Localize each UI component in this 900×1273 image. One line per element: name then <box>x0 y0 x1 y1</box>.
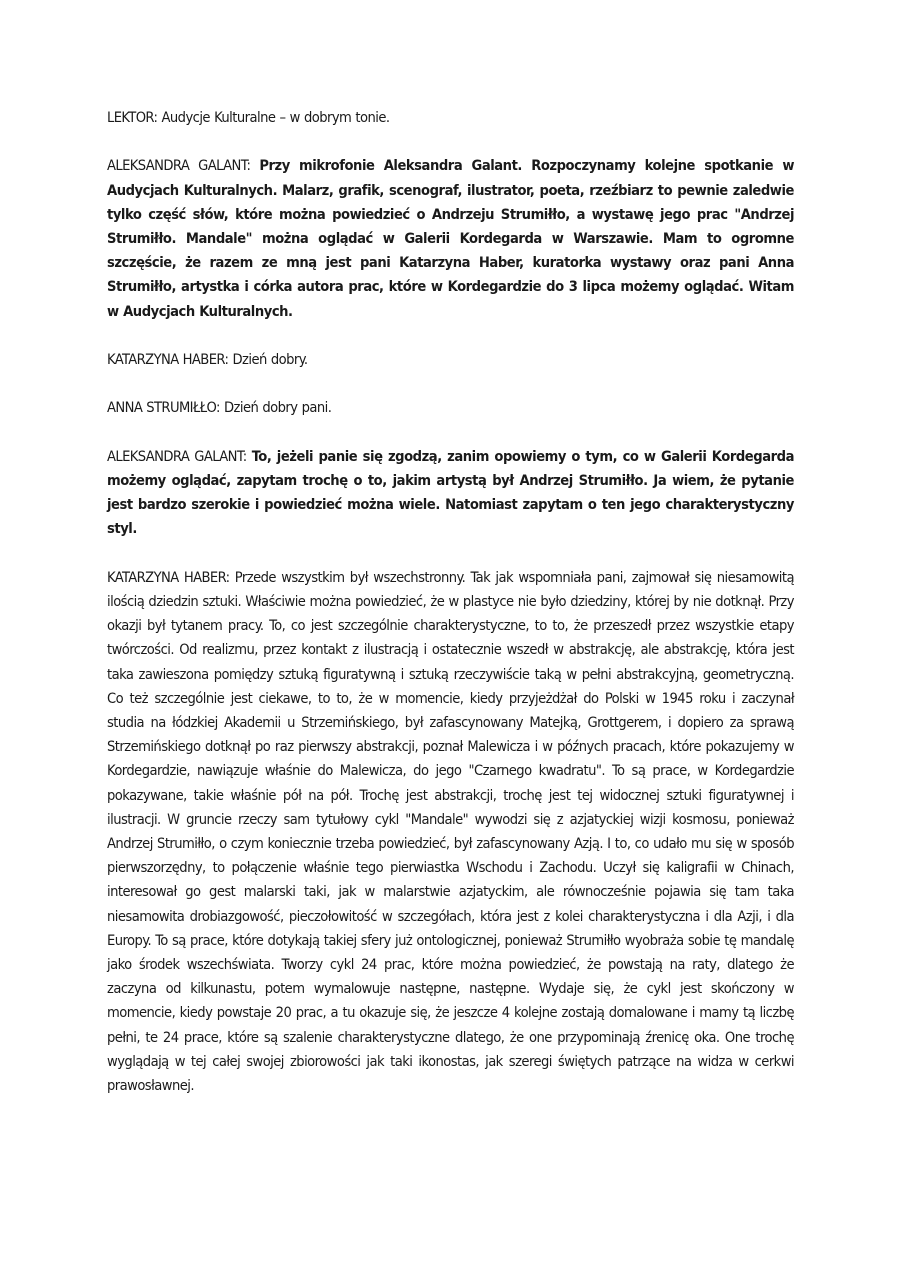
utterance-text: Przy mikrofonie Aleksandra Galant. Rozpoczynamy kolejne spotkanie w Audycjach Kulturalnych. Malarz, grafik, scenograf, ilustrator, poeta, rzeźbiarz to pewnie zaledwie tylko część słów, które można powiedzieć o Andrzeju Strumiłło, a wystawę jego prac "Andrzej Strumiłło. Mandale" można oglądać w Galerii Kordegarda w Warszawie. Mam to ogromne szczęście, że razem ze mną jest pani Katarzyna Haber, kuratorka wystawy oraz pani Anna Strumiłło, artystka i córka autora prac, które w Kordegardzie do 3 lipca możemy oglądać. Witam w Audycjach Kulturalnych. <box>107 157 794 320</box>
transcript-paragraph-strumillo-greeting <box>107 396 794 420</box>
transcript-paragraph-galant-question <box>107 445 794 542</box>
utterance-text: Dzień dobry. <box>232 351 308 368</box>
transcript-paragraph-galant-intro <box>107 154 794 323</box>
transcript-page <box>107 106 794 1122</box>
transcript-paragraph-haber-answer <box>107 566 794 1098</box>
speaker-label: ALEKSANDRA GALANT: <box>107 447 247 465</box>
speaker-label: KATARZYNA HABER: <box>107 351 229 368</box>
transcript-paragraph-haber-greeting <box>107 348 794 372</box>
utterance-text: Audycje Kulturalne – w dobrym tonie. <box>161 109 390 126</box>
speaker-label: ANNA STRUMIŁŁO: <box>107 399 220 417</box>
speaker-label: LEKTOR: <box>107 109 158 126</box>
utterance-text: To, jeżeli panie się zgodzą, zanim opowiemy o tym, co w Galerii Kordegarda możemy oglądać, zapytam trochę o to, jakim artystą był Andrzej Strumiłło. Ja wiem, że pytanie jest bardzo szerokie i powiedzieć można wiele. Natomiast zapytam o ten jego charakterystyczny styl. <box>107 447 795 538</box>
speaker-label: ALEKSANDRA GALANT: <box>107 157 251 175</box>
speaker-label: KATARZYNA HABER: <box>107 568 230 586</box>
transcript-paragraph-lektor <box>107 106 794 130</box>
utterance-text: Dzień dobry pani. <box>223 399 332 417</box>
utterance-text: Przede wszystkim był wszechstronny. Tak jak wspomniała pani, zajmował się niesamowitą ilością dziedzin sztuki. Właściwie można powiedzieć, że w plastyce nie było dziedziny, której by nie dotknął. Przy okazji był tytanem pracy. To, co jest szczególnie charakterystyczne, to to, że przeszedł przez wszystkie etapy twórczości. Od realizmu, przez kontakt z ilustracją i ostatecznie wszedł w abstrakcję, ale abstrakcję, która jest taka zawieszona pomiędzy sztuką figuratywną i sztuką rzeczywiście taką w pełni abstrakcyjną, geometryczną. Co też szczególnie jest ciekawe, to to, że w momencie, kiedy przyjeżdżał do Polski w 1945 roku i zaczynał studia na łódzkiej Akademii u Strzemińskiego, był zafascynowany Matejką, Grottgerem, i dopiero za sprawą Strzemińskiego dotknął po raz pierwszy abstrakcji, poznał Malewicza i w późnych pracach, które pokazujemy w Kordegardzie, nawiązuje właśnie do Malewicza, do jego "Czarnego kwadratu". To są prace, w Kordegardzie pokazywane, takie właśnie pół na pół. Trochę jest abstrakcji, trochę jest tej widocznej sztuki figuratywnej i ilustracji. W gruncie rzeczy sam tytułowy cykl "Mandale" wywodzi się z azjatyckiej wizji kosmosu, ponieważ Andrzej Strumiłło, o czym koniecznie trzeba powiedzieć, był zafascynowany Azją. I to, co udało mu się w sposób pierwszorzędny, to połączenie właśnie tego pierwiastka Wschodu i Zachodu. Uczył się kaligrafii w Chinach, interesował go gest malarski taki, jak w malarstwie azjatyckim, ale równocześnie pojawia się tam taka niesamowita drobiazgowość, pieczołowitość w szczegółach, która jest z kolei charakterystyczna i dla Azji, i dla Europy. To są prace, które dotykają takiej sfery już ontologicznej, ponieważ Strumiłło wyobraża sobie tę mandalę jako środek wszechświata. Tworzy cykl 24 prac, które można powiedzieć, że powstają na raty, dlatego że zaczyna od kilkunastu, potem wymalowuje następne, następne. Wydaje się, że cykl jest skończony w momencie, kiedy powstaje 20 prac, a tu okazuje się, że jeszcze 4 kolejne zostają domalowane i mamy tą liczbę pełni, te 24 prace, które są szalenie charakterystyczne dlatego, że one przypominają źrenicę oka. One trochę wyglądają w tej całej swojej zbiorowości jak taki ikonostas, jak szeregi świętych patrzące na widza w cerkwi prawosławnej. <box>107 568 795 1095</box>
